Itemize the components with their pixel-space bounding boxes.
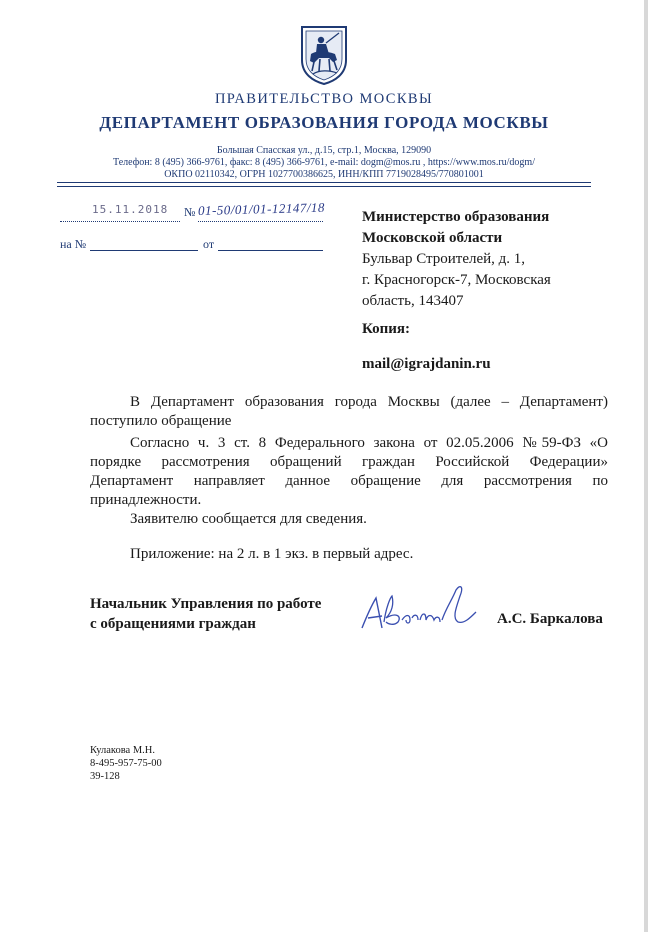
outgoing-number-label: № [184, 205, 196, 219]
date-line [60, 221, 180, 222]
body-paragraph-2: Согласно ч. 3 ст. 8 Федерального закона от 02.05.2006 №59-ФЗ «О порядке рассмотрения обращений граждан Российской Федерации» Департамент направляет данное обращение для рассмотрения по принадлежности. [90, 435, 608, 508]
moscow-coat-of-arms-icon [299, 24, 349, 86]
copy-email: mail@igrajdanin.ru [362, 356, 491, 372]
outgoing-date-stamp: 15.11.2018 [92, 203, 169, 216]
header-divider-second [57, 186, 591, 187]
department-contacts: Телефон: 8 (495) 366-9761, факс: 8 (495) 366-9761, e-mail: dogm@mos.ru , https://www.mos.ru/dogm/ [113, 157, 535, 168]
number-line [198, 221, 323, 222]
attachment-note: Приложение: на 2 л. в 1 экз. в первый адрес. [130, 546, 414, 562]
government-title: ПРАВИТЕЛЬСТВО МОСКВЫ [214, 91, 434, 107]
recipient-address-line2: г. Красногорск-7, Московская [362, 272, 551, 288]
executor-phone: 8-495-957-75-00 [90, 758, 162, 769]
executor-code: 39-128 [90, 771, 120, 782]
department-title: ДЕПАРТАМЕНТ ОБРАЗОВАНИЯ ГОРОДА МОСКВЫ [99, 113, 549, 132]
header-divider [57, 182, 591, 183]
department-registry-codes: ОКПО 02110342, ОГРН 1027700386625, ИНН/КПП 7719028495/770801001 [164, 169, 484, 180]
copy-label: Копия: [362, 321, 411, 337]
recipient-address-line3: область, 143407 [362, 293, 464, 309]
signatory-title-line1: Начальник Управления по работе [90, 596, 322, 612]
body-paragraph-3: Заявителю сообщается для сведения. [130, 511, 367, 527]
outgoing-number-handwritten: 01-50/01/01-12147/18 [197, 199, 326, 218]
recipient-name-line2: Московской области [362, 230, 503, 246]
recipient-address-line1: Бульвар Строителей, д. 1, [362, 251, 526, 267]
scan-edge [644, 0, 648, 932]
recipient-name-line1: Министерство образования [362, 209, 550, 225]
signatory-title [90, 594, 321, 634]
reference-number-label: на № [60, 237, 87, 251]
reference-number-line [90, 250, 198, 251]
body-paragraph-1: В Департамент образования города Москвы (далее – Департамент) поступило обращение [90, 394, 608, 429]
signatory-name: А.С. Баркалова [497, 611, 603, 627]
recipient-block [362, 207, 612, 312]
reference-date-line [218, 250, 323, 251]
handwritten-signature [356, 578, 481, 638]
executor-name: Кулакова М.Н. [90, 745, 155, 756]
department-address: Большая Спасская ул., д.15, стр.1, Москва, 129090 [216, 145, 432, 156]
executor-block [90, 744, 162, 783]
signatory-title-line2: с обращениями граждан [90, 616, 256, 632]
reference-date-label: от [203, 237, 215, 251]
